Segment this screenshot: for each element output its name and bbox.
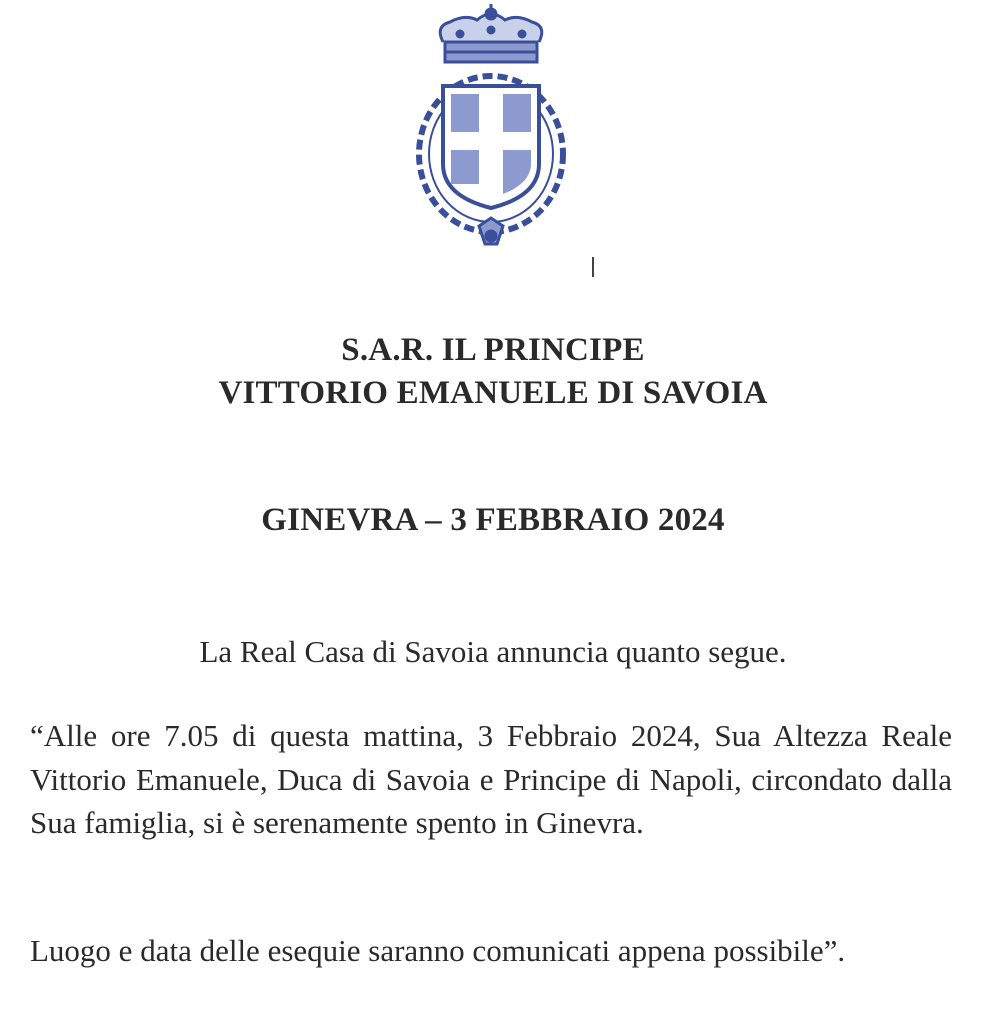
title-line-2: VITTORIO EMANUELE DI SAVOIA — [218, 375, 768, 411]
dateline: GINEVRA – 3 FEBBRAIO 2024 — [261, 502, 725, 538]
intro-sentence: La Real Casa di Savoia annuncia quanto segue. — [199, 634, 787, 669]
announcement-paragraph: “Alle ore 7.05 di questa mattina, 3 Febbraio 2024, Sua Altezza Reale Vittorio Emanuele, Duca di Savoia e Principe di Napoli, circondato dalla Sua famiglia, si è serenamente spento in Ginevra. — [30, 718, 952, 840]
text-cursor — [592, 257, 594, 277]
title-line-1: S.A.R. IL PRINCIPE — [341, 332, 645, 368]
savoy-crest-icon — [405, 4, 577, 256]
funeral-paragraph: Luogo e data delle esequie saranno comunicati appena possibile”. — [30, 933, 846, 968]
